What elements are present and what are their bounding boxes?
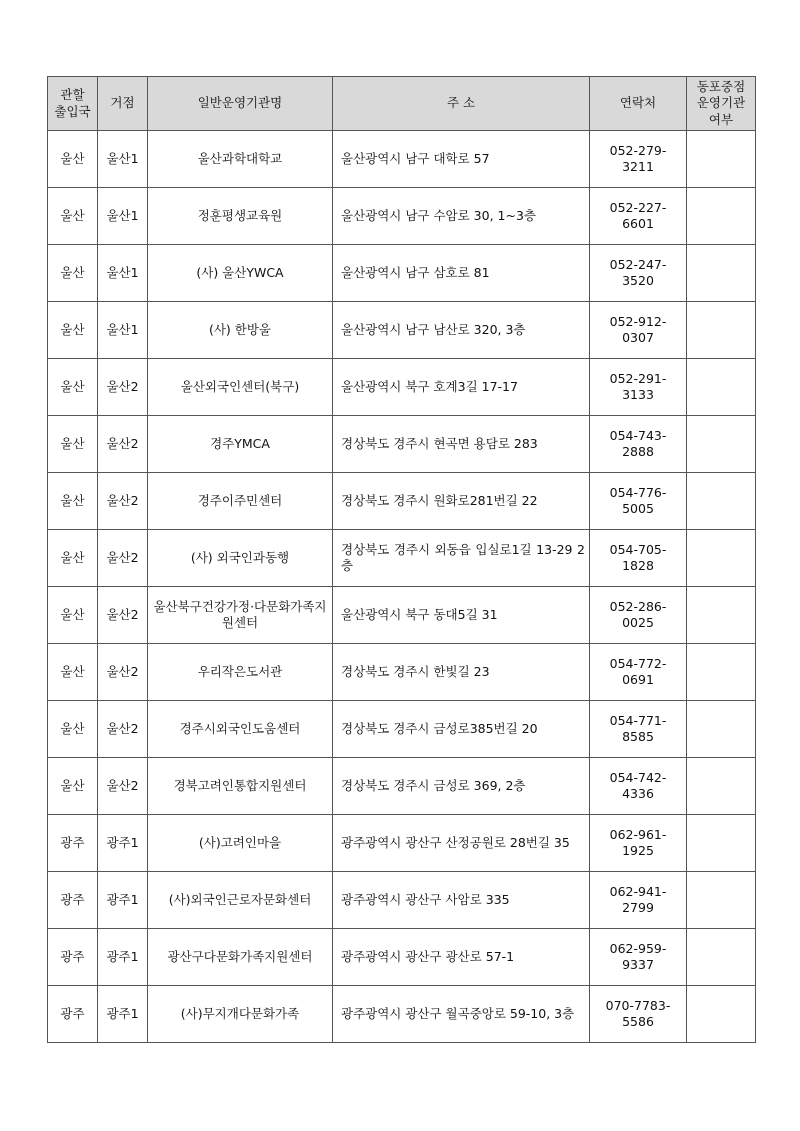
cell-phone: 052-286-0025 [590,587,687,644]
cell-compatriot [687,473,756,530]
table-body [48,131,756,1043]
cell-office: 울산 [48,587,98,644]
table-row [48,872,756,929]
cell-compatriot [687,986,756,1043]
cell-compatriot [687,815,756,872]
cell-compatriot [687,872,756,929]
cell-compatriot [687,188,756,245]
header-address: 주 소 [333,77,590,131]
table-row [48,416,756,473]
cell-institution-name: 울산외국인센터(북구) [148,359,333,416]
cell-address: 광주광역시 광산구 사암로 335 [333,872,590,929]
cell-institution-name: (사)고려인마을 [148,815,333,872]
cell-office: 울산 [48,188,98,245]
cell-address: 울산광역시 북구 호계3길 17-17 [333,359,590,416]
cell-hub: 광주1 [98,929,148,986]
cell-address: 경상북도 경주시 현곡면 용담로 283 [333,416,590,473]
cell-office: 울산 [48,416,98,473]
cell-office: 울산 [48,131,98,188]
cell-institution-name: 경주YMCA [148,416,333,473]
header-institution: 일반운영기관명 [148,77,333,131]
cell-compatriot [687,530,756,587]
cell-hub: 울산2 [98,758,148,815]
cell-office: 울산 [48,302,98,359]
cell-office: 울산 [48,758,98,815]
cell-hub: 울산2 [98,701,148,758]
cell-hub: 울산2 [98,473,148,530]
cell-address: 광주광역시 광산구 월곡중앙로 59-10, 3층 [333,986,590,1043]
cell-phone: 054-743-2888 [590,416,687,473]
cell-hub: 울산1 [98,302,148,359]
cell-institution-name: 광산구다문화가족지원센터 [148,929,333,986]
table-row [48,644,756,701]
table-row [48,986,756,1043]
cell-compatriot [687,644,756,701]
cell-address: 경상북도 경주시 외동읍 입실로1길 13-29 2층 [333,530,590,587]
header-contact: 연락처 [590,77,687,131]
cell-office: 울산 [48,644,98,701]
cell-phone: 054-776-5005 [590,473,687,530]
cell-phone: 070-7783-5586 [590,986,687,1043]
cell-hub: 광주1 [98,986,148,1043]
cell-office: 울산 [48,359,98,416]
table-row [48,530,756,587]
cell-address: 울산광역시 북구 동대5길 31 [333,587,590,644]
cell-office: 광주 [48,872,98,929]
cell-hub: 울산1 [98,131,148,188]
table-row [48,929,756,986]
cell-office: 광주 [48,986,98,1043]
table-header [48,77,756,131]
header-row [48,77,756,131]
cell-hub: 광주1 [98,872,148,929]
header-hub: 거점 [98,77,148,131]
table-row [48,815,756,872]
cell-institution-name: 정훈평생교육원 [148,188,333,245]
cell-address: 광주광역시 광산구 광산로 57-1 [333,929,590,986]
cell-institution-name: (사)외국인근로자문화센터 [148,872,333,929]
cell-compatriot [687,359,756,416]
cell-phone: 054-742-4336 [590,758,687,815]
cell-hub: 울산2 [98,359,148,416]
cell-address: 경상북도 경주시 한빛길 23 [333,644,590,701]
cell-address: 경상북도 경주시 금성로385번길 20 [333,701,590,758]
cell-phone: 052-247-3520 [590,245,687,302]
cell-address: 경상북도 경주시 금성로 369, 2층 [333,758,590,815]
cell-compatriot [687,929,756,986]
cell-institution-name: (사)무지개다문화가족 [148,986,333,1043]
cell-institution-name: 경북고려인통합지원센터 [148,758,333,815]
table-row [48,587,756,644]
cell-hub: 울산2 [98,416,148,473]
cell-phone: 052-291-3133 [590,359,687,416]
header-office: 관할 출입국 [48,77,98,131]
cell-phone: 052-912-0307 [590,302,687,359]
table-row [48,473,756,530]
header-compatriot: 동포중점 운영기관 여부 [687,77,756,131]
cell-address: 광주광역시 광산구 산정공원로 28번길 35 [333,815,590,872]
cell-institution-name: 울산과학대학교 [148,131,333,188]
cell-compatriot [687,131,756,188]
cell-office: 광주 [48,929,98,986]
cell-address: 경상북도 경주시 원화로281번길 22 [333,473,590,530]
cell-phone: 062-959-9337 [590,929,687,986]
cell-phone: 054-772-0691 [590,644,687,701]
cell-compatriot [687,758,756,815]
cell-phone: 052-279-3211 [590,131,687,188]
cell-office: 울산 [48,473,98,530]
cell-phone: 054-705-1828 [590,530,687,587]
cell-institution-name: 우리작은도서관 [148,644,333,701]
cell-hub: 울산1 [98,245,148,302]
institution-table [47,76,756,1043]
cell-compatriot [687,302,756,359]
table-row [48,758,756,815]
cell-institution-name: 경주이주민센터 [148,473,333,530]
cell-address: 울산광역시 남구 수암로 30, 1~3층 [333,188,590,245]
cell-office: 광주 [48,815,98,872]
table-row [48,359,756,416]
cell-phone: 062-941-2799 [590,872,687,929]
cell-institution-name: 경주시외국인도움센터 [148,701,333,758]
cell-hub: 울산1 [98,188,148,245]
cell-address: 울산광역시 남구 대학로 57 [333,131,590,188]
cell-compatriot [687,245,756,302]
cell-hub: 울산2 [98,644,148,701]
cell-hub: 광주1 [98,815,148,872]
cell-office: 울산 [48,530,98,587]
cell-hub: 울산2 [98,587,148,644]
cell-phone: 052-227-6601 [590,188,687,245]
cell-compatriot [687,416,756,473]
cell-phone: 062-961-1925 [590,815,687,872]
table-row [48,245,756,302]
cell-address: 울산광역시 남구 삼호로 81 [333,245,590,302]
cell-address: 울산광역시 남구 남산로 320, 3층 [333,302,590,359]
cell-office: 울산 [48,701,98,758]
cell-institution-name: (사) 외국인과동행 [148,530,333,587]
cell-institution-name: (사) 한방울 [148,302,333,359]
cell-institution-name: (사) 울산YWCA [148,245,333,302]
cell-hub: 울산2 [98,530,148,587]
cell-compatriot [687,701,756,758]
table-row [48,188,756,245]
cell-institution-name: 울산북구건강가정·다문화가족지원센터 [148,587,333,644]
table-row [48,131,756,188]
cell-office: 울산 [48,245,98,302]
table-row [48,302,756,359]
cell-phone: 054-771-8585 [590,701,687,758]
cell-compatriot [687,587,756,644]
table-row [48,701,756,758]
